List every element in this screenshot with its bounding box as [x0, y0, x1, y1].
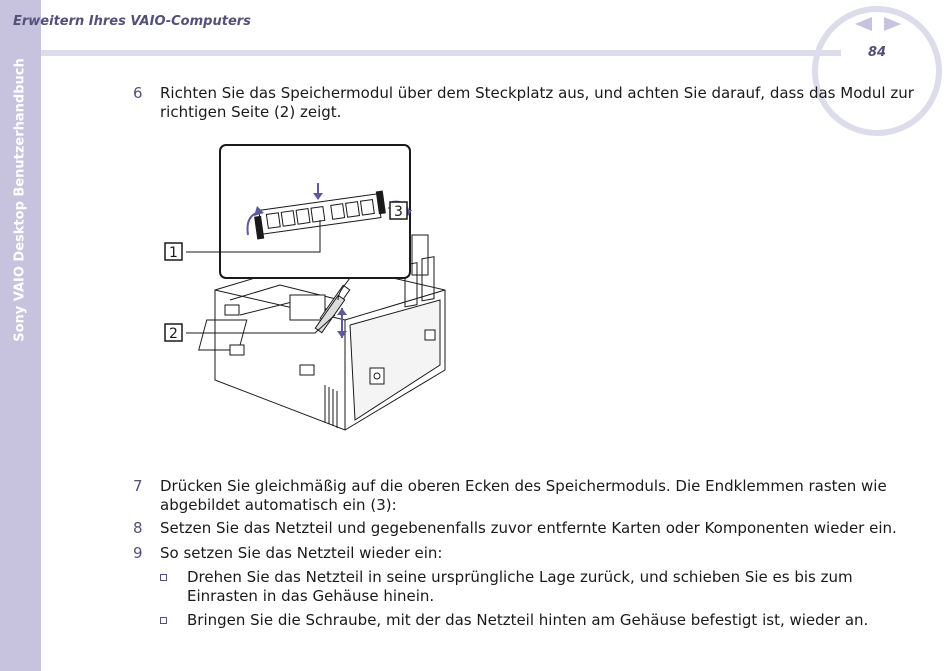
step-text: Richten Sie das Speichermodul über dem Steckplatz aus, und achten Sie darauf, dass das Modul zur richtigen Seite (2) zeigt. — [160, 84, 914, 121]
step-7 — [133, 477, 923, 515]
sidebar — [0, 0, 41, 671]
checkbox-bullet-icon — [160, 617, 167, 624]
memory-installation-figure — [160, 140, 460, 450]
callout-2: 2 — [169, 326, 178, 342]
bullet-text: Bringen Sie die Schraube, mit der das Netzteil hinten am Gehäuse befestigt ist, wieder an. — [187, 611, 869, 629]
step-text: Setzen Sie das Netzteil und gegebenenfalls zuvor entfernte Karten oder Komponenten wieder ein. — [160, 519, 897, 537]
step-number: 7 — [133, 477, 143, 495]
step-text: So setzen Sie das Netzteil wieder ein: — [160, 544, 443, 562]
step-number: 8 — [133, 519, 143, 537]
step-6 — [133, 84, 923, 122]
bullet-item — [160, 568, 926, 606]
previous-page-arrow-icon[interactable] — [855, 17, 872, 31]
step-9 — [133, 544, 923, 563]
next-page-arrow-icon[interactable] — [884, 17, 901, 31]
step-8 — [133, 519, 923, 538]
bullet-item — [160, 611, 926, 630]
header-divider — [41, 50, 841, 56]
checkbox-bullet-icon — [160, 574, 167, 581]
sidebar-label: Sony VAIO Desktop Benutzerhandbuch — [12, 58, 28, 342]
step-text: Drücken Sie gleichmäßig auf die oberen Ecken des Speichermoduls. Die Endklemmen rasten wie abgebildet automatisch ein (3): — [160, 477, 887, 514]
power-button-icon — [370, 368, 384, 384]
callout-3: 3 — [394, 204, 403, 220]
step-number: 9 — [133, 544, 143, 562]
step-number: 6 — [133, 84, 143, 102]
header-title[interactable]: Erweitern Ihres VAIO-Computers — [13, 14, 251, 29]
callout-1: 1 — [169, 245, 178, 261]
bullet-text: Drehen Sie das Netzteil in seine ursprüngliche Lage zurück, und schieben Sie es bis zum Einrasten in das Gehäuse hinein. — [187, 568, 853, 605]
page-number: 84 — [867, 45, 887, 60]
